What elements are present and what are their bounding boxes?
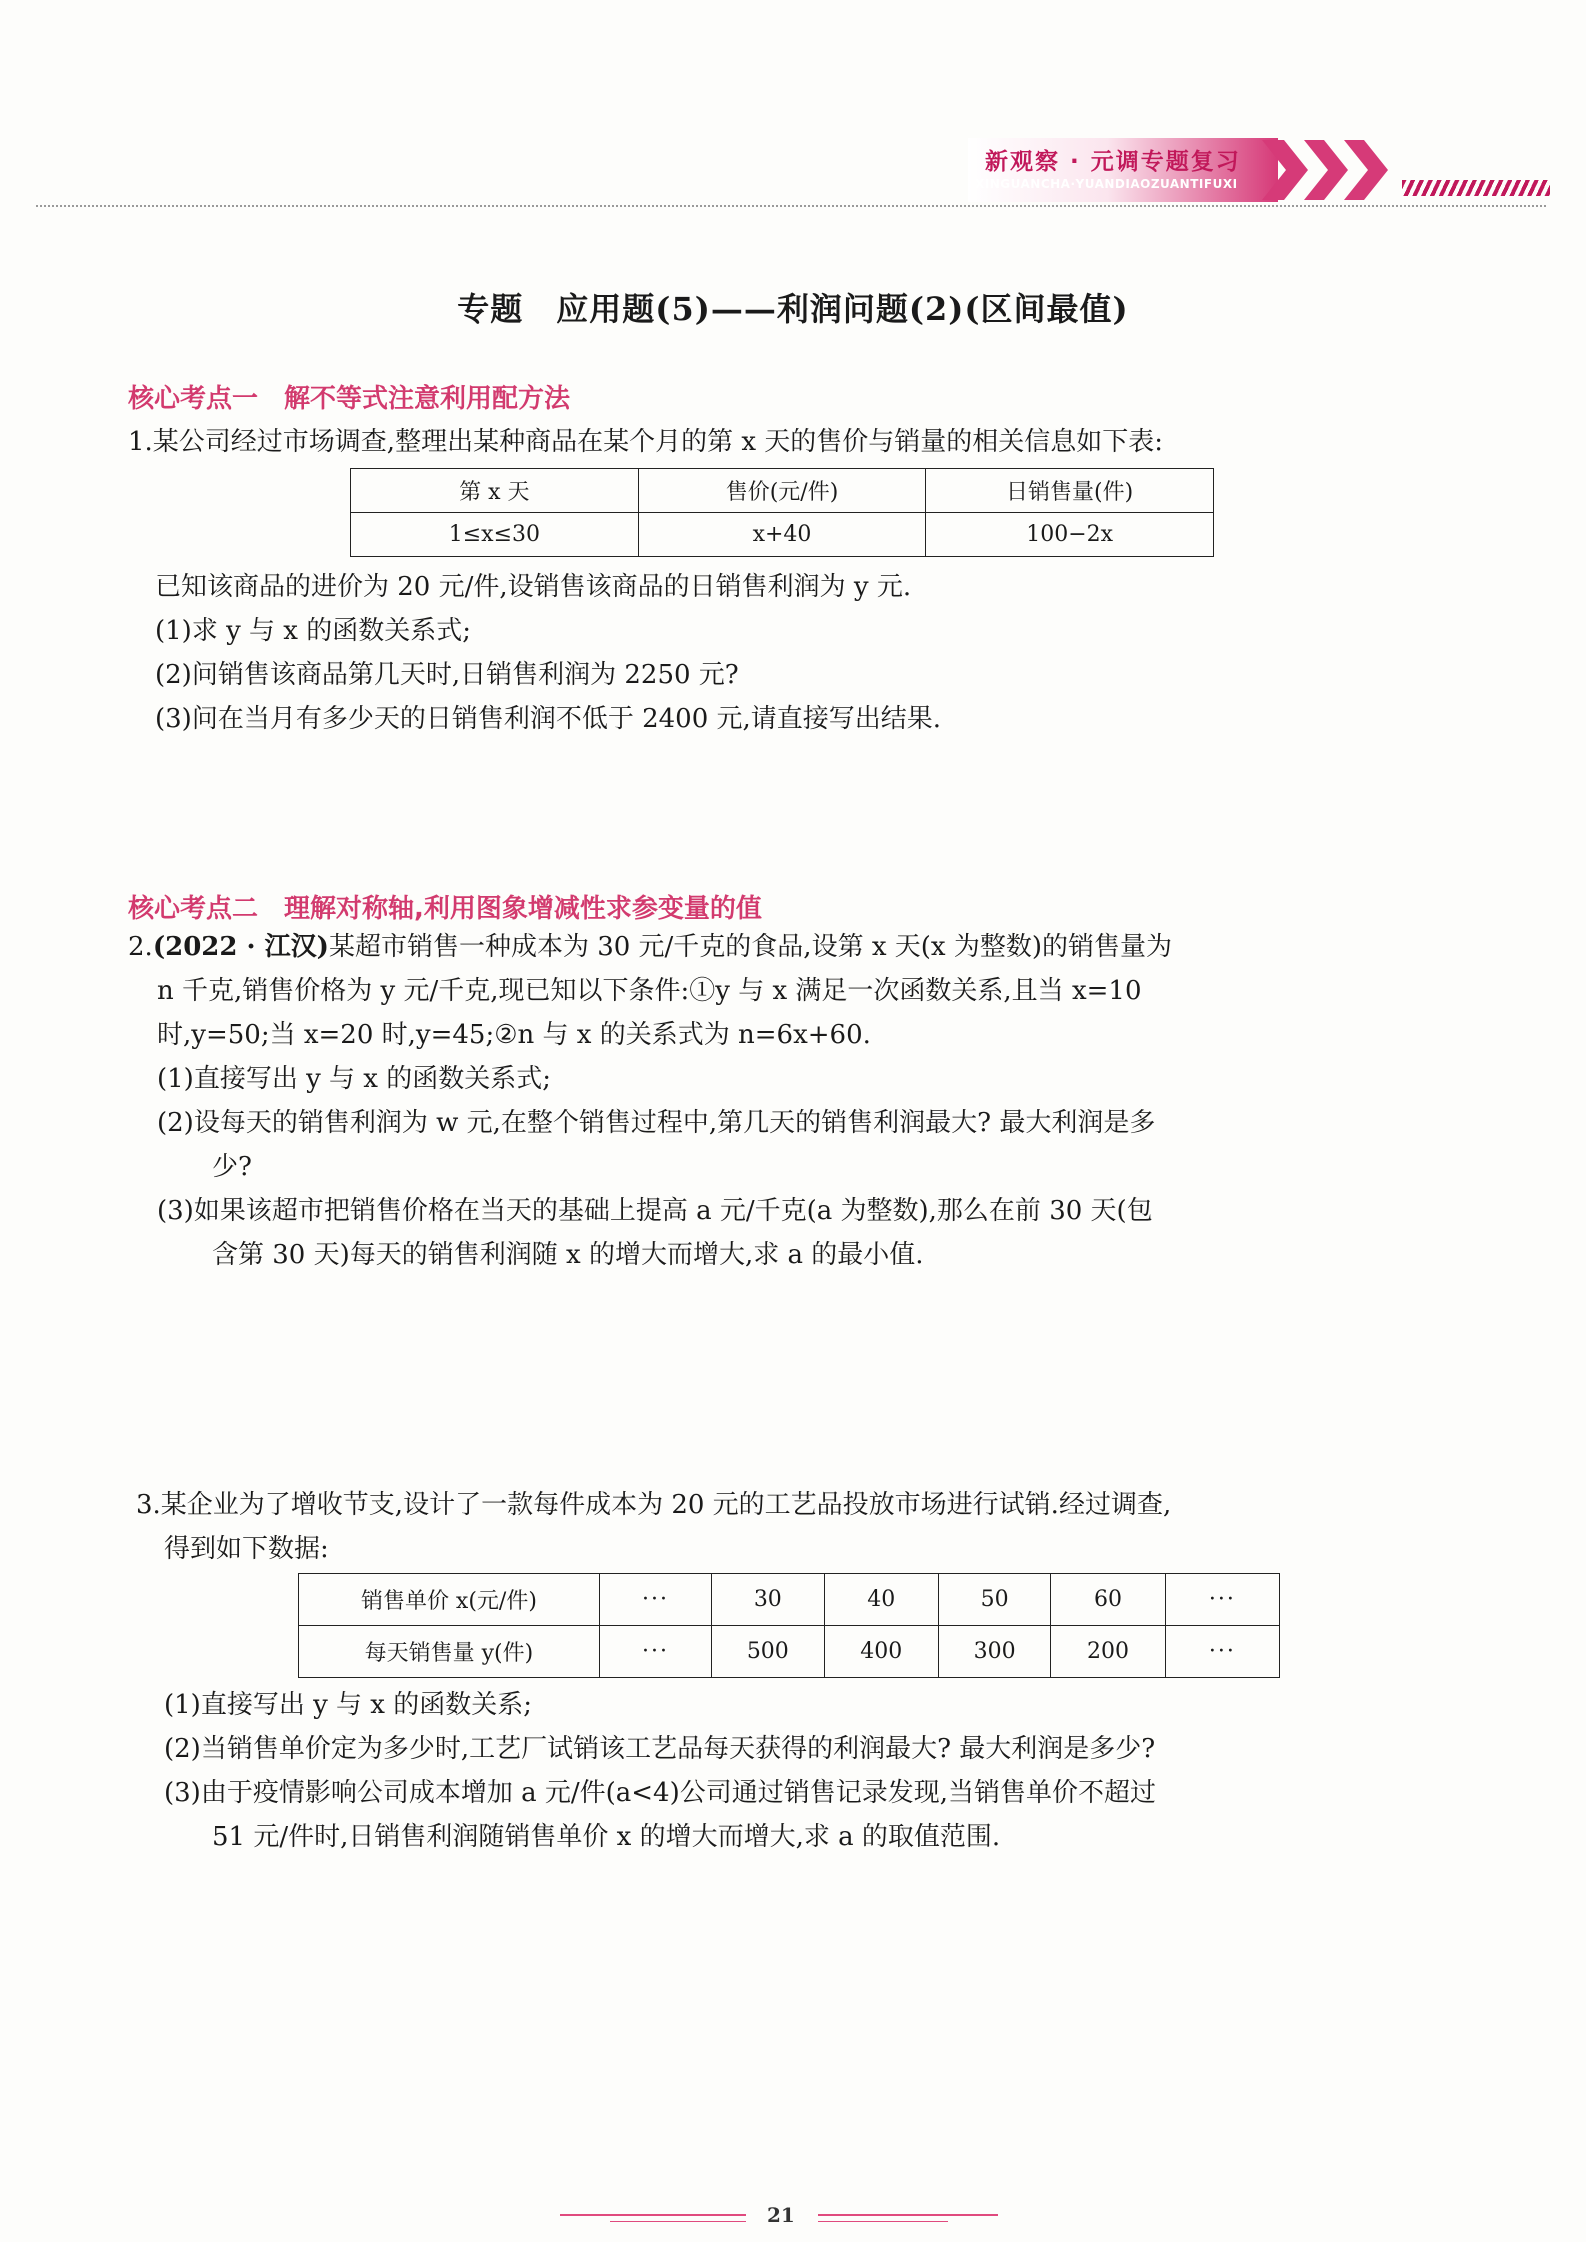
q3-line-2: 得到如下数据: <box>164 1534 329 1564</box>
q1-table-header: 第 x 天 <box>351 469 639 513</box>
q3-table-cell: 400 <box>824 1626 938 1678</box>
q3-table-cell: ··· <box>599 1574 711 1626</box>
q3-part-2: (2)当销售单价定为多少时,工艺厂试销该工艺品每天获得的利润最大? 最大利润是多少? <box>164 1734 1156 1764</box>
q2-part-3b: 含第 30 天)每天的销售利润随 x 的增大而增大,求 a 的最小值. <box>212 1240 924 1270</box>
q3-line-1: 3.某企业为了增收节支,设计了一款每件成本为 20 元的工艺品投放市场进行试销.经过调查, <box>136 1490 1172 1520</box>
q1-table-header: 日销售量(件) <box>926 469 1214 513</box>
q3-table-cell: ··· <box>1165 1626 1279 1678</box>
q2-part-2b: 少? <box>212 1152 252 1182</box>
footer-rule-right <box>818 2214 998 2216</box>
page-number: 21 <box>767 2203 795 2227</box>
q3-table-cell: 300 <box>938 1626 1050 1678</box>
q1-table-cell: 1≤x≤30 <box>351 513 639 557</box>
q3-table-cell: 销售单价 x(元/件) <box>299 1574 600 1626</box>
chevron-arrows-icon <box>1262 134 1412 206</box>
section-heading-2: 核心考点二 理解对称轴,利用图象增减性求参变量的值 <box>128 894 762 924</box>
q1-part-1: (1)求 y 与 x 的函数关系式; <box>155 616 471 646</box>
q1-table-cell: 100−2x <box>926 513 1214 557</box>
q3-table-cell: 40 <box>824 1574 938 1626</box>
q3-table-cell: 60 <box>1051 1574 1165 1626</box>
q3-part-3a: (3)由于疫情影响公司成本增加 a 元/件(a<4)公司通过销售记录发现,当销售单价不超过 <box>164 1778 1156 1808</box>
q2-line-1 <box>128 932 1172 962</box>
q3-table-cell: 每天销售量 y(件) <box>299 1626 600 1678</box>
q3-part-1: (1)直接写出 y 与 x 的函数关系; <box>164 1690 532 1720</box>
q2-line-2: n 千克,销售价格为 y 元/千克,现已知以下条件:①y 与 x 满足一次函数关系,且当 x=10 <box>157 976 1142 1006</box>
q3-table <box>298 1573 1280 1678</box>
q2-line-3: 时,y=50;当 x=20 时,y=45;②n 与 x 的关系式为 n=6x+60. <box>157 1020 871 1050</box>
q1-part-2: (2)问销售该商品第几天时,日销售利润为 2250 元? <box>155 660 739 690</box>
q3-table-cell: 500 <box>712 1626 824 1678</box>
page-title: 专题 应用题(5)——利润问题(2)(区间最值) <box>457 290 1129 328</box>
q3-table-cell: 50 <box>938 1574 1050 1626</box>
q1-table-header: 售价(元/件) <box>638 469 926 513</box>
q3-table-cell: ··· <box>1165 1574 1279 1626</box>
header-stripes <box>1402 180 1550 196</box>
q3-table-cell: 200 <box>1051 1626 1165 1678</box>
q1-table <box>350 468 1214 557</box>
q2-part-3a: (3)如果该超市把销售价格在当天的基础上提高 a 元/千克(a 为整数),那么在前 30 天(包 <box>157 1196 1153 1226</box>
q1-text: 已知该商品的进价为 20 元/件,设销售该商品的日销售利润为 y 元. <box>155 572 912 602</box>
footer-rule-left-thin <box>610 2221 746 2222</box>
q1-part-3: (3)问在当月有多少天的日销售利润不低于 2400 元,请直接写出结果. <box>155 704 942 734</box>
q1-stem: 1.某公司经过市场调查,整理出某种商品在某个月的第 x 天的售价与销量的相关信息如下表: <box>128 427 1164 457</box>
q2-part-2a: (2)设每天的销售利润为 w 元,在整个销售过程中,第几天的销售利润最大? 最大利润是多 <box>157 1108 1156 1138</box>
footer-rule-left <box>560 2214 746 2216</box>
q3-part-3b: 51 元/件时,日销售利润随销售单价 x 的增大而增大,求 a 的取值范围. <box>212 1822 1001 1852</box>
q2-part-1: (1)直接写出 y 与 x 的函数关系式; <box>157 1064 551 1094</box>
q3-table-cell: ··· <box>599 1626 711 1678</box>
q2-prefix: 2. <box>128 932 153 962</box>
footer-rule-right-thin <box>818 2221 948 2222</box>
q2-source: (2022 · 江汉) <box>152 932 329 962</box>
header-title: 新观察 · 元调专题复习 <box>985 149 1241 175</box>
section-heading-1: 核心考点一 解不等式注意利用配方法 <box>128 384 571 414</box>
q2-text-1: 某超市销售一种成本为 30 元/千克的食品,设第 x 天(x 为整数)的销售量为 <box>328 932 1172 962</box>
header-subtitle: XINGUANCHA·YUANDIAOZUANTIFUXI <box>975 177 1238 191</box>
q1-table-cell: x+40 <box>638 513 926 557</box>
header-divider <box>36 205 1546 207</box>
q3-table-cell: 30 <box>712 1574 824 1626</box>
